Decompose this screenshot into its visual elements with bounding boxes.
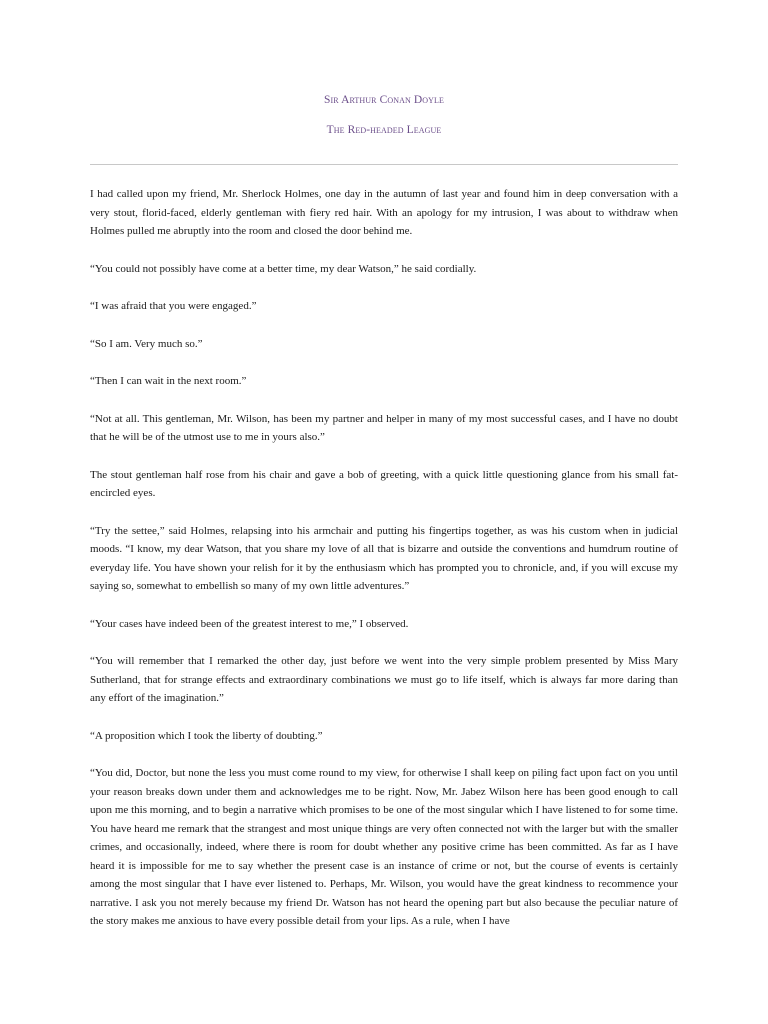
paragraph: “You will remember that I remarked the other day, just before we went into the very simple problem presented by Miss Mary Sutherland, that for strange effects and extraordinary combinations we must go to life itself, which is always far more daring than any effort of the imagination.” [90, 655, 678, 704]
paragraph: “Then I can wait in the next room.” [90, 375, 247, 387]
paragraph: “Not at all. This gentleman, Mr. Wilson, has been my partner and helper in many of my most successful cases, and I have no doubt that he will be of the utmost use to me in yours also.” [90, 412, 678, 443]
paragraph: I had called upon my friend, Mr. Sherlock Holmes, one day in the autumn of last year and found him in deep conversation with a very stout, florid-faced, elderly gentleman with fiery red hair. With an apology for my intrusion, I was about to withdraw when Holmes pulled me abruptly into the room and closed the door behind me. [90, 188, 678, 237]
paragraph: “Your cases have indeed been of the greatest interest to me,” I observed. [90, 617, 409, 630]
author-name: Sir Arthur Conan Doyle [324, 94, 444, 106]
paragraph: “You could not possibly have come at a better time, my dear Watson,” he said cordially. [90, 262, 477, 275]
paragraph: “Try the settee,” said Holmes, relapsing into his armchair and putting his fingertips together, as was his custom when in judicial moods. “I know, my dear Watson, that you share my love of all that is bizarre and outside the conventions and humdrum routine of everyday life. You have shown your relish for it by the enthusiasm which has prompted you to chronicle, and, if you will excuse my saying so, somewhat to embellish so many of my own little adventures.” [90, 524, 678, 592]
story-body [90, 185, 678, 950]
paragraph: “You did, Doctor, but none the less you must come round to my view, for otherwise I shall keep on piling fact upon fact on you until your reason breaks down under them and acknowledges me to be right. Now, Mr. Jabez Wilson here has been good enough to call upon me this morning, and to begin a narrative which promises to be one of the most singular which I have listened to for some time. You have heard me remark that the strangest and most unique things are very often connected not with the larger but with the smaller crimes, and occasionally, indeed, where there is room for doubt whether any positive crime has been committed. As far as I have heard it is impossible for me to say whether the present case is an instance of crime or not, but the course of events is certainly among the most singular that I have ever listened to. Perhaps, Mr. Wilson, you would have the great kindness to recommence your narrative. I ask you not merely because my friend Dr. Watson has not heard the opening part but also because the peculiar nature of the story makes me anxious to have every possible detail from your lips. As a rule, when I have [90, 767, 678, 927]
header-divider [90, 164, 678, 165]
paragraph: “A proposition which I took the liberty of doubting.” [90, 729, 323, 742]
paragraph: “I was afraid that you were engaged.” [90, 300, 257, 312]
paragraph: “So I am. Very much so.” [90, 337, 203, 350]
story-title: The Red-headed League [326, 124, 442, 136]
paragraph: The stout gentleman half rose from his chair and gave a bob of greeting, with a quick little questioning glance from his small fat-encircled eyes. [90, 468, 678, 499]
